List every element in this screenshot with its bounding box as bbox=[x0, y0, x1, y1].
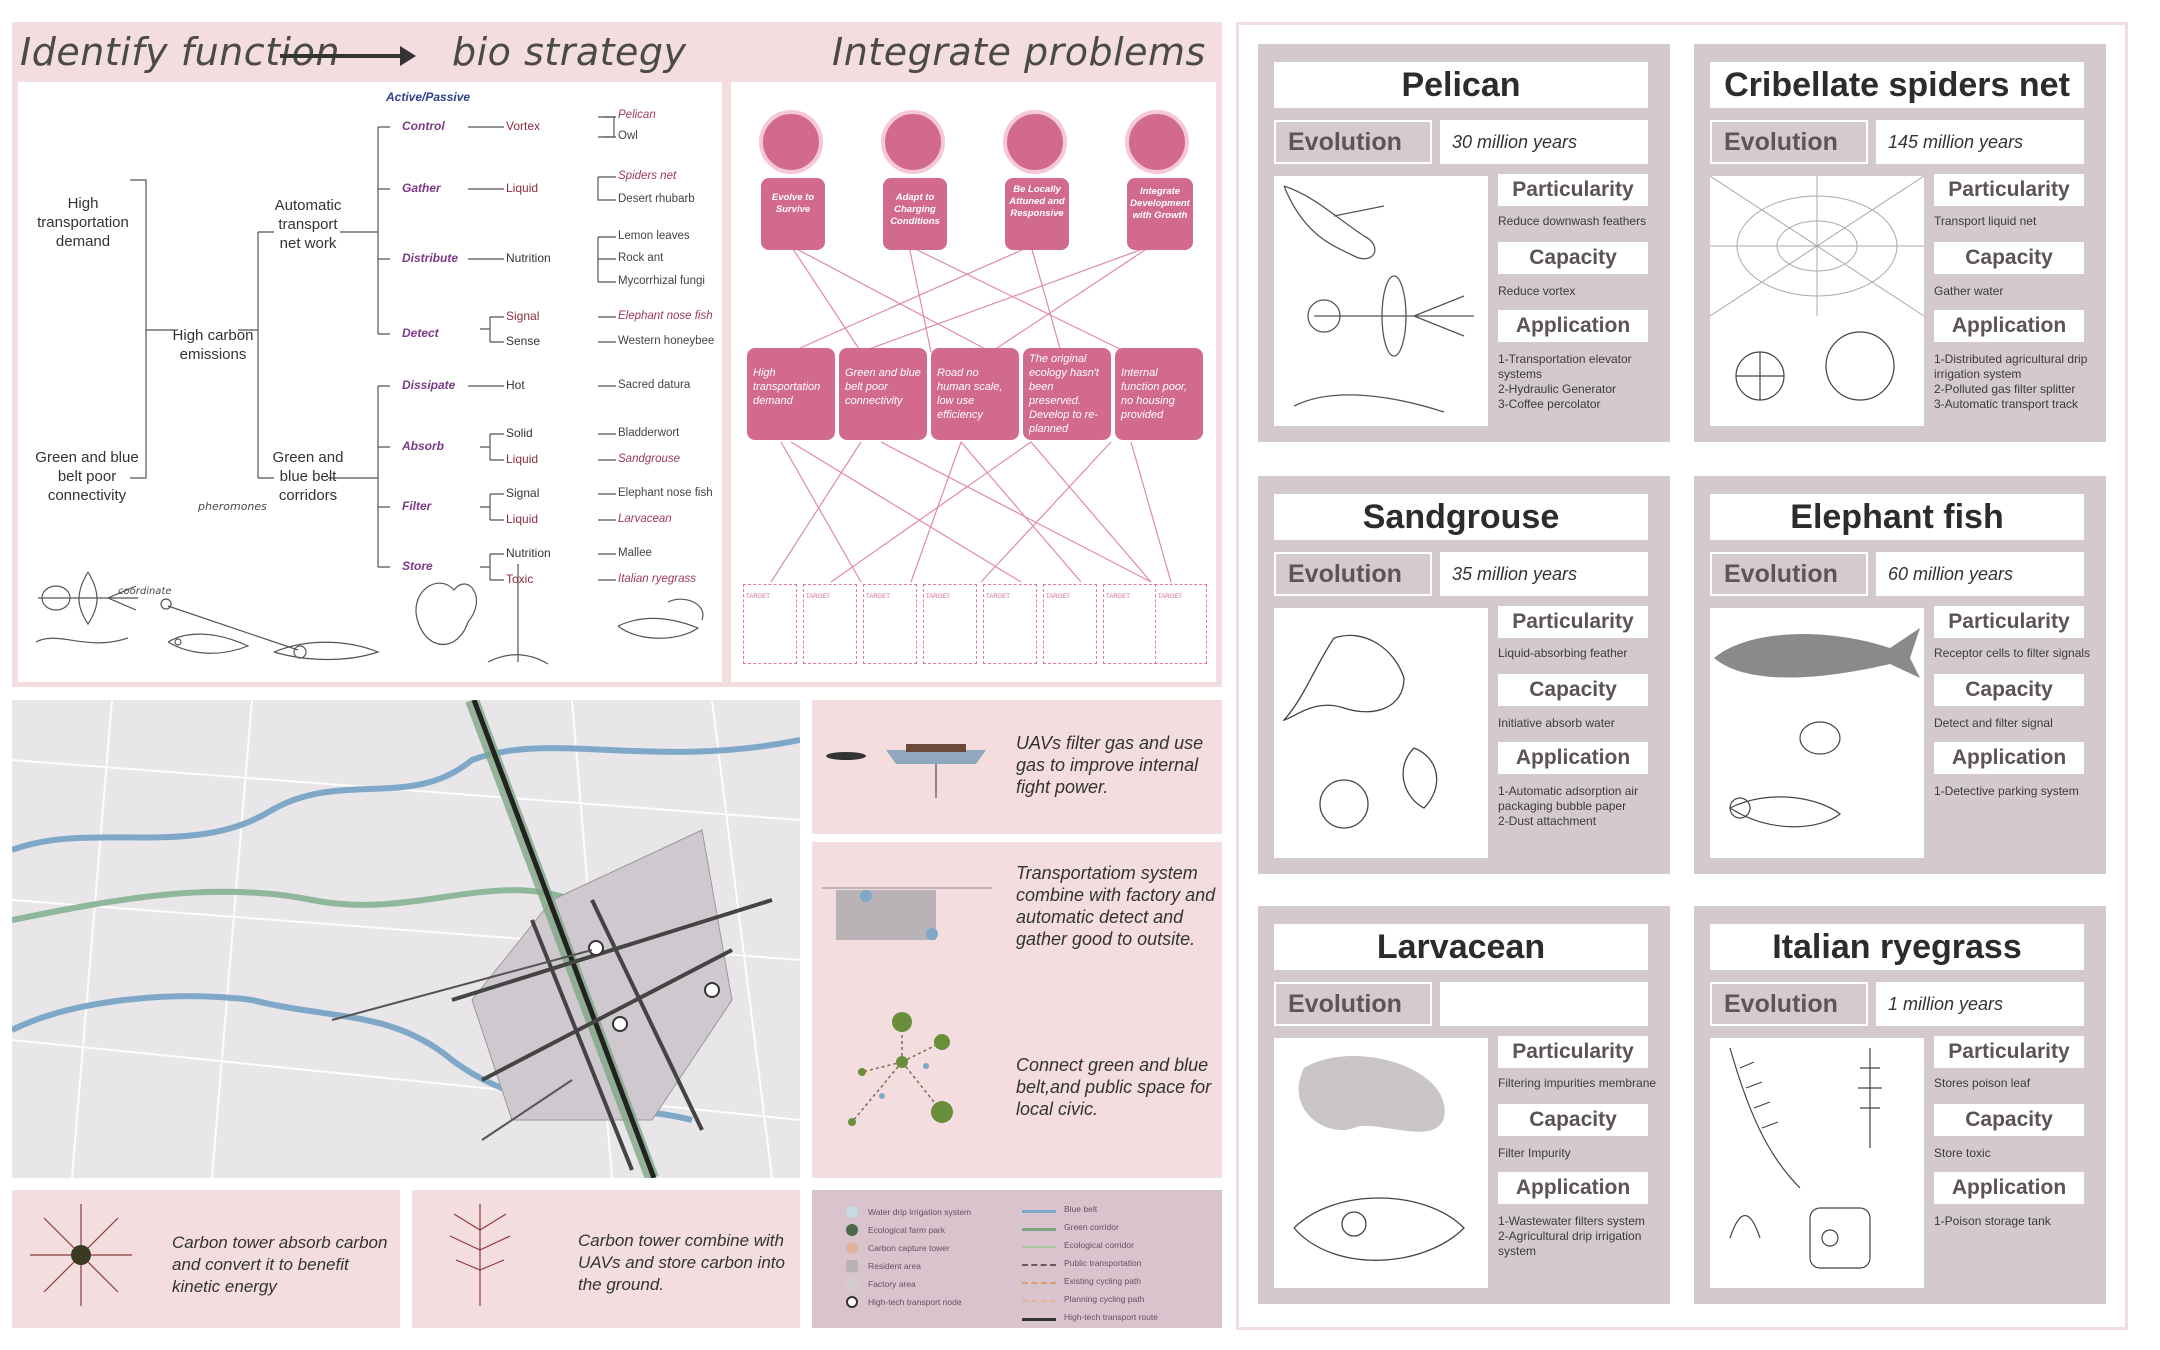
transport-text: Transportatiom system combine with factory and automatic detect and gather good to outsite. bbox=[1016, 863, 1216, 949]
evolution-value: 35 million years bbox=[1440, 552, 1648, 596]
leaf-mallee: Mallee bbox=[618, 547, 652, 559]
problem-ecology: The original ecology hasn't been preserved. Develop to re-planned bbox=[1023, 348, 1111, 440]
carbon-text-1: Carbon tower absorb carbon and convert it to benefit kinetic energy bbox=[172, 1233, 388, 1296]
legend-swatch bbox=[846, 1278, 858, 1290]
principle-local: Be Locally Attuned and Responsive bbox=[1005, 178, 1069, 250]
leaf-mycorrhizal: Mycorrhizal fungi bbox=[618, 275, 705, 287]
pelican-sketch bbox=[1274, 176, 1488, 426]
sketch-note-pheromones: pheromones bbox=[198, 500, 267, 513]
uav-text: UAVs filter gas and use gas to improve internal fight power. bbox=[1016, 733, 1204, 797]
mid-liquid-2: Liquid bbox=[506, 452, 539, 466]
cat-control: Control bbox=[402, 119, 445, 133]
evolution-label: Evolution bbox=[1710, 120, 1868, 164]
integrate-problems-diagram bbox=[731, 82, 1216, 682]
application-label: Application bbox=[1934, 1172, 2084, 1204]
principle-icon-1 bbox=[759, 110, 823, 174]
principle-icon-2 bbox=[881, 110, 945, 174]
mid-liquid: Liquid bbox=[506, 181, 539, 195]
cat-filter: Filter bbox=[402, 499, 432, 513]
sdg-label: TARGET bbox=[1158, 594, 1182, 600]
mid-sense: Sense bbox=[506, 334, 541, 348]
card-elephant-fish bbox=[1694, 476, 2106, 874]
particularity-text: Receptor cells to filter signals bbox=[1934, 646, 2091, 660]
legend-swatch bbox=[846, 1260, 858, 1272]
mid-nutrition: Nutrition bbox=[506, 251, 551, 265]
map-legend bbox=[812, 1190, 1222, 1328]
evolution-label: Evolution bbox=[1274, 552, 1432, 596]
application-label: Application bbox=[1934, 742, 2084, 774]
cat-store: Store bbox=[402, 559, 433, 573]
cat-gather: Gather bbox=[402, 181, 441, 195]
capacity-label: Capacity bbox=[1934, 242, 2084, 274]
leaf-owl: Owl bbox=[618, 130, 638, 142]
carbon-tower-panel-2 bbox=[412, 1190, 800, 1328]
legend-line bbox=[1022, 1246, 1056, 1248]
legend-line bbox=[1022, 1264, 1056, 1266]
card-spiders-net bbox=[1694, 44, 2106, 442]
cat-dissipate: Dissipate bbox=[402, 378, 456, 392]
legend-item: Resident area bbox=[868, 1261, 921, 1271]
mid-solid: Solid bbox=[506, 426, 533, 440]
application-label: Application bbox=[1934, 310, 2084, 342]
sdg-card-5 bbox=[983, 584, 1037, 664]
card-title: Sandgrouse bbox=[1274, 494, 1648, 540]
evolution-value: 145 million years bbox=[1876, 120, 2084, 164]
legend-item: Blue belt bbox=[1064, 1204, 1098, 1214]
capacity-label: Capacity bbox=[1498, 242, 1648, 274]
leaf-lemon-leaves: Lemon leaves bbox=[618, 230, 690, 242]
capacity-text: Reduce vortex bbox=[1498, 284, 1576, 298]
legend-line bbox=[1022, 1318, 1056, 1321]
capacity-text: Filter Impurity bbox=[1498, 1146, 1571, 1160]
legend-swatch bbox=[846, 1242, 858, 1254]
card-title: Larvacean bbox=[1274, 924, 1648, 970]
legend-swatch bbox=[846, 1224, 858, 1236]
problem-road: Road no human scale, low use efficiency bbox=[931, 348, 1019, 440]
particularity-text: Liquid-absorbing feather bbox=[1498, 646, 1628, 660]
mid-toxic: Toxic bbox=[506, 572, 534, 586]
principle-evolve: Evolve to Survive bbox=[761, 178, 825, 250]
problem-green-blue: Green and blue belt poor connectivity bbox=[839, 348, 927, 440]
principle-integrate: Integrate Development with Growth bbox=[1127, 178, 1193, 250]
evolution-label: Evolution bbox=[1710, 552, 1868, 596]
legend-item: High-tech transport node bbox=[868, 1297, 962, 1307]
cat-detect: Detect bbox=[402, 326, 439, 340]
legend-item: Ecological farm park bbox=[868, 1225, 946, 1235]
problem-internal: Internal function poor, no housing provided bbox=[1115, 348, 1203, 440]
carbon-tree-icon bbox=[430, 1200, 530, 1310]
mid-vortex: Vortex bbox=[506, 119, 541, 133]
capacity-label: Capacity bbox=[1498, 674, 1648, 706]
leaf-bladderwort: Bladderwort bbox=[618, 427, 680, 439]
sdg-label: TARGET bbox=[746, 594, 770, 600]
sdg-label: TARGET bbox=[866, 594, 890, 600]
capacity-text: Detect and filter signal bbox=[1934, 716, 2053, 730]
leaf-spiders-net: Spiders net bbox=[618, 170, 677, 182]
leaf-rock-ant: Rock ant bbox=[618, 252, 664, 264]
problem-transport: High transportation demand bbox=[747, 348, 835, 440]
legend-swatch bbox=[846, 1296, 858, 1308]
application-label: Application bbox=[1498, 742, 1648, 774]
sdg-card-4 bbox=[923, 584, 977, 664]
carbon-tower-panel-1 bbox=[12, 1190, 400, 1328]
application-label: Application bbox=[1498, 1172, 1648, 1204]
particularity-label: Particularity bbox=[1498, 1036, 1648, 1068]
capacity-text: Store toxic bbox=[1934, 1146, 1991, 1160]
carbon-text-2: Carbon tower combine with UAVs and store carbon into the ground. bbox=[578, 1231, 785, 1294]
particularity-label: Particularity bbox=[1934, 174, 2084, 206]
connect-network-icon bbox=[842, 1012, 982, 1142]
transport-info-panel bbox=[812, 842, 1222, 1178]
principle-adapt: Adapt to Charging Conditions bbox=[883, 178, 947, 250]
card-pelican bbox=[1258, 44, 1670, 442]
sandgrouse-sketch bbox=[1274, 608, 1488, 858]
root-green-blue: Green and blue belt poor connectivity bbox=[35, 449, 139, 504]
mid-signal: Signal bbox=[506, 309, 540, 323]
sdg-label: TARGET bbox=[926, 594, 950, 600]
card-title: Cribellate spiders net bbox=[1710, 62, 2084, 108]
legend-item: Carbon capture tower bbox=[868, 1243, 950, 1253]
root-automatic-transport: Automatic transport net work bbox=[274, 197, 342, 252]
leaf-italian-ryegrass: Italian ryegrass bbox=[618, 573, 696, 585]
function-tree bbox=[18, 82, 722, 682]
legend-item: High-tech transport route bbox=[1064, 1312, 1159, 1322]
card-title: Pelican bbox=[1274, 62, 1648, 108]
mid-liquid-3: Liquid bbox=[506, 512, 539, 526]
application-label: Application bbox=[1498, 310, 1648, 342]
bio-strategy-heading: bio strategy bbox=[452, 30, 687, 74]
uav-info-panel bbox=[812, 700, 1222, 834]
root-corridors: Green and blue belt corridors bbox=[272, 449, 344, 504]
evolution-value: 60 million years bbox=[1876, 552, 2084, 596]
application-text: 1-Distributed agricultural drip irrigation system 2-Polluted gas filter splitter 3-Automatic transport track bbox=[1934, 352, 2088, 411]
arrow-icon bbox=[278, 44, 418, 68]
larvacean-sketch bbox=[1274, 1038, 1488, 1288]
legend-line bbox=[1022, 1210, 1056, 1213]
evolution-value: 1 million years bbox=[1876, 982, 2084, 1026]
principle-icon-3 bbox=[1003, 110, 1067, 174]
sdg-label: TARGET bbox=[806, 594, 830, 600]
principle-icon-4 bbox=[1125, 110, 1189, 174]
active-passive-label: Active/Passive bbox=[386, 90, 471, 104]
integrate-problems-heading: Integrate problems bbox=[832, 30, 1206, 74]
leaf-sandgrouse: Sandgrouse bbox=[618, 453, 681, 465]
evolution-label: Evolution bbox=[1710, 982, 1868, 1026]
spider-net-sketch bbox=[1710, 176, 1924, 426]
mid-nutrition-2: Nutrition bbox=[506, 546, 551, 560]
connect-text: Connect green and blue belt,and public space for local civic. bbox=[1016, 1055, 1212, 1119]
mid-signal-2: Signal bbox=[506, 486, 540, 500]
sdg-card-8 bbox=[1155, 584, 1207, 664]
legend-item: Factory area bbox=[868, 1279, 916, 1289]
evolution-value bbox=[1440, 982, 1648, 1026]
capacity-text: Gather water bbox=[1934, 284, 2004, 298]
transport-icon bbox=[822, 882, 1002, 942]
map-drawing bbox=[12, 700, 800, 1178]
particularity-label: Particularity bbox=[1934, 1036, 2084, 1068]
card-title: Elephant fish bbox=[1710, 494, 2084, 540]
cat-absorb: Absorb bbox=[402, 439, 444, 453]
leaf-pelican: Pelican bbox=[618, 109, 656, 121]
legend-item: Green corridor bbox=[1064, 1222, 1119, 1232]
capacity-label: Capacity bbox=[1934, 1104, 2084, 1136]
card-title: Italian ryegrass bbox=[1710, 924, 2084, 970]
evolution-label: Evolution bbox=[1274, 982, 1432, 1026]
sdg-card-1 bbox=[743, 584, 797, 664]
root-high-carbon: High carbon emissions bbox=[172, 327, 254, 363]
capacity-text: Initiative absorb water bbox=[1498, 716, 1615, 730]
legend-item: Ecological corridor bbox=[1064, 1240, 1134, 1250]
application-text: 1-Poison storage tank bbox=[1934, 1214, 2051, 1228]
capacity-label: Capacity bbox=[1498, 1104, 1648, 1136]
legend-item: Water drip irrigation system bbox=[868, 1207, 972, 1217]
legend-line bbox=[1022, 1228, 1056, 1231]
root-high-transport: High transportation demand bbox=[37, 195, 129, 250]
application-text: 1-Wastewater filters system 2-Agricultural drip irrigation system bbox=[1498, 1214, 1645, 1258]
legend-item: Existing cycling path bbox=[1064, 1276, 1142, 1286]
card-larvacean bbox=[1258, 906, 1670, 1304]
particularity-label: Particularity bbox=[1498, 606, 1648, 638]
particularity-text: Reduce downwash feathers bbox=[1498, 214, 1647, 228]
identify-function-heading: Identify function bbox=[20, 30, 340, 74]
particularity-label: Particularity bbox=[1498, 174, 1648, 206]
elephant-fish-sketch bbox=[1710, 608, 1924, 858]
sdg-card-3 bbox=[863, 584, 917, 664]
sdg-card-2 bbox=[803, 584, 857, 664]
particularity-text: Transport liquid net bbox=[1934, 214, 2037, 228]
sketch-note-coordinate: coordinate bbox=[118, 586, 172, 597]
leaf-western-honeybee: Western honeybee bbox=[618, 335, 715, 347]
sdg-label: TARGET bbox=[986, 594, 1010, 600]
particularity-text: Stores poison leaf bbox=[1934, 1076, 2031, 1090]
leaf-desert-rhubarb: Desert rhubarb bbox=[618, 193, 695, 205]
sdg-label: TARGET bbox=[1106, 594, 1130, 600]
cat-distribute: Distribute bbox=[402, 251, 459, 265]
application-text: 1-Transportation elevator systems 2-Hydraulic Generator 3-Coffee percolator bbox=[1498, 352, 1632, 411]
legend-line bbox=[1022, 1282, 1056, 1284]
particularity-label: Particularity bbox=[1934, 606, 2084, 638]
mid-hot: Hot bbox=[506, 378, 525, 392]
leaf-sacred-datura: Sacred datura bbox=[618, 379, 691, 391]
application-text: 1-Detective parking system bbox=[1934, 784, 2079, 798]
sdg-card-7 bbox=[1103, 584, 1157, 664]
application-text: 1-Automatic adsorption air packaging bubble paper 2-Dust attachment bbox=[1498, 784, 1639, 828]
legend-line bbox=[1022, 1300, 1056, 1302]
ryegrass-sketch bbox=[1710, 1038, 1924, 1288]
carbon-tower-icon bbox=[26, 1200, 136, 1310]
sdg-label: TARGET bbox=[1046, 594, 1070, 600]
evolution-value: 30 million years bbox=[1440, 120, 1648, 164]
legend-item: Planning cycling path bbox=[1064, 1294, 1145, 1304]
leaf-larvacean: Larvacean bbox=[618, 513, 672, 525]
site-plan-map bbox=[12, 700, 800, 1178]
leaf-elephant-nose-fish: Elephant nose fish bbox=[618, 310, 713, 322]
sdg-card-6 bbox=[1043, 584, 1097, 664]
leaf-elephant-nose-fish-2: Elephant nose fish bbox=[618, 487, 713, 499]
capacity-label: Capacity bbox=[1934, 674, 2084, 706]
particularity-text: Filtering impurities membrane bbox=[1498, 1076, 1657, 1090]
legend-item: Public transportation bbox=[1064, 1258, 1142, 1268]
uav-icon bbox=[826, 740, 996, 800]
legend-swatch bbox=[846, 1206, 858, 1218]
evolution-label: Evolution bbox=[1274, 120, 1432, 164]
card-italian-ryegrass bbox=[1694, 906, 2106, 1304]
card-sandgrouse bbox=[1258, 476, 1670, 874]
